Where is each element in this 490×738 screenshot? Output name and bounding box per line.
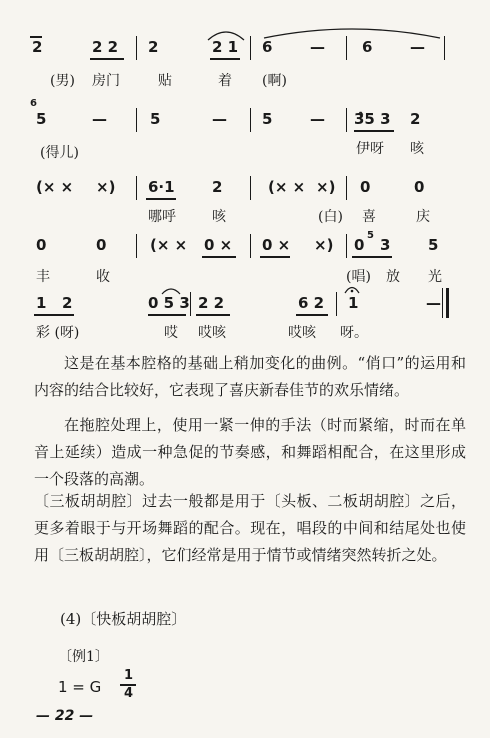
lyric: 彩 (呀): [36, 325, 80, 341]
example-label: 〔例1〕: [58, 649, 109, 665]
note: 2: [410, 110, 421, 128]
lyric: 收: [96, 269, 110, 285]
dash: —: [310, 38, 325, 56]
key-prefix: 1 = G: [58, 678, 102, 696]
note: 1: [36, 294, 47, 312]
dash: —: [410, 38, 425, 56]
dash: —: [92, 110, 107, 128]
tie-slur: [262, 26, 442, 40]
page-number: — 22 —: [36, 708, 94, 724]
note: 5: [262, 110, 273, 128]
note: 6·1: [148, 178, 175, 196]
note: 5: [150, 110, 161, 128]
dash: —: [310, 110, 325, 128]
lyric: 哎咳: [198, 325, 226, 341]
time-numerator: 1: [124, 668, 134, 683]
lyric: 哎: [164, 325, 178, 341]
note: 6: [262, 38, 273, 56]
note: 2: [148, 38, 159, 56]
dash: —: [426, 294, 441, 312]
note: 0 ×: [262, 236, 291, 254]
dash: —: [212, 110, 227, 128]
note: 0: [360, 178, 371, 196]
note-group: 0 5 3: [148, 294, 190, 312]
tie-slur: [206, 28, 246, 42]
lyric: (白): [318, 209, 343, 225]
section-heading: (4)〔快板胡胡腔〕: [60, 610, 187, 628]
note: (× ×: [150, 236, 188, 254]
grace-note: 6: [30, 98, 37, 109]
note: (× ×: [268, 178, 306, 196]
note: 5: [36, 110, 47, 128]
note: 0: [414, 178, 425, 196]
lyric: 哎咳: [288, 325, 316, 341]
lyric: 呀。: [340, 325, 368, 341]
note: 0: [96, 236, 107, 254]
note: 5: [428, 236, 439, 254]
lyric: 放: [386, 269, 400, 285]
note: 0: [354, 236, 365, 254]
lyric: 丰: [36, 269, 50, 285]
note: 2: [212, 178, 223, 196]
lyric: 庆: [416, 209, 430, 225]
lyric: 着: [218, 73, 232, 89]
lyric: 咳: [212, 209, 226, 225]
lyric: (男): [50, 73, 75, 89]
note: 6 2: [298, 294, 325, 312]
body-paragraph: 在拖腔处理上，使用一紧一伸的手法（时而紧缩，时而在单音上延续）造成一种急促的节奏感，和舞蹈相配合，在这里形成一个段落的高潮。: [34, 416, 466, 488]
tie-slur: [160, 286, 182, 296]
lyric: (得儿): [40, 145, 79, 161]
body-paragraph: 〔三板胡胡腔〕过去一般都是用于〔头板、二板胡胡腔〕之后，更多着眼于与开场舞蹈的配合。现在，唱段的中间和结尾处也使用〔三板胡胡腔〕，它们经常是用于情节或情绪突然转折之处。: [34, 492, 466, 564]
note: 6: [362, 38, 373, 56]
lyric: 光: [428, 269, 442, 285]
fermata-icon: [344, 284, 360, 294]
note: ×): [314, 236, 334, 254]
lyric: 房门: [92, 73, 120, 89]
note: 2 1: [212, 38, 239, 56]
time-denominator: 4: [124, 686, 134, 701]
lyric: (唱): [346, 269, 371, 285]
note-group: 3̂5 3: [354, 110, 391, 128]
note: ×): [96, 178, 116, 196]
note: 2 2: [198, 294, 225, 312]
lyric: (啊): [262, 73, 287, 89]
lyric: 贴: [158, 73, 172, 89]
lyric: 咳: [410, 141, 424, 157]
note: 1: [348, 294, 359, 312]
lyric: 伊呀: [356, 141, 384, 157]
note: 2: [32, 38, 43, 56]
note: 2 2: [92, 38, 119, 56]
lyric: 喜: [362, 209, 376, 225]
note: ×): [316, 178, 336, 196]
note: 2: [62, 294, 73, 312]
note: 0 ×: [204, 236, 233, 254]
note: (× ×: [36, 178, 74, 196]
note: 0: [36, 236, 47, 254]
lyric: 哪呼: [148, 209, 176, 225]
grace-note: 5: [367, 230, 374, 241]
note: 3: [380, 236, 391, 254]
body-paragraph: 这是在基本腔格的基础上稍加变化的曲例。“俏口”的运用和内容的结合比较好，它表现了喜庆新春佳节的欢乐情绪。: [34, 354, 466, 399]
